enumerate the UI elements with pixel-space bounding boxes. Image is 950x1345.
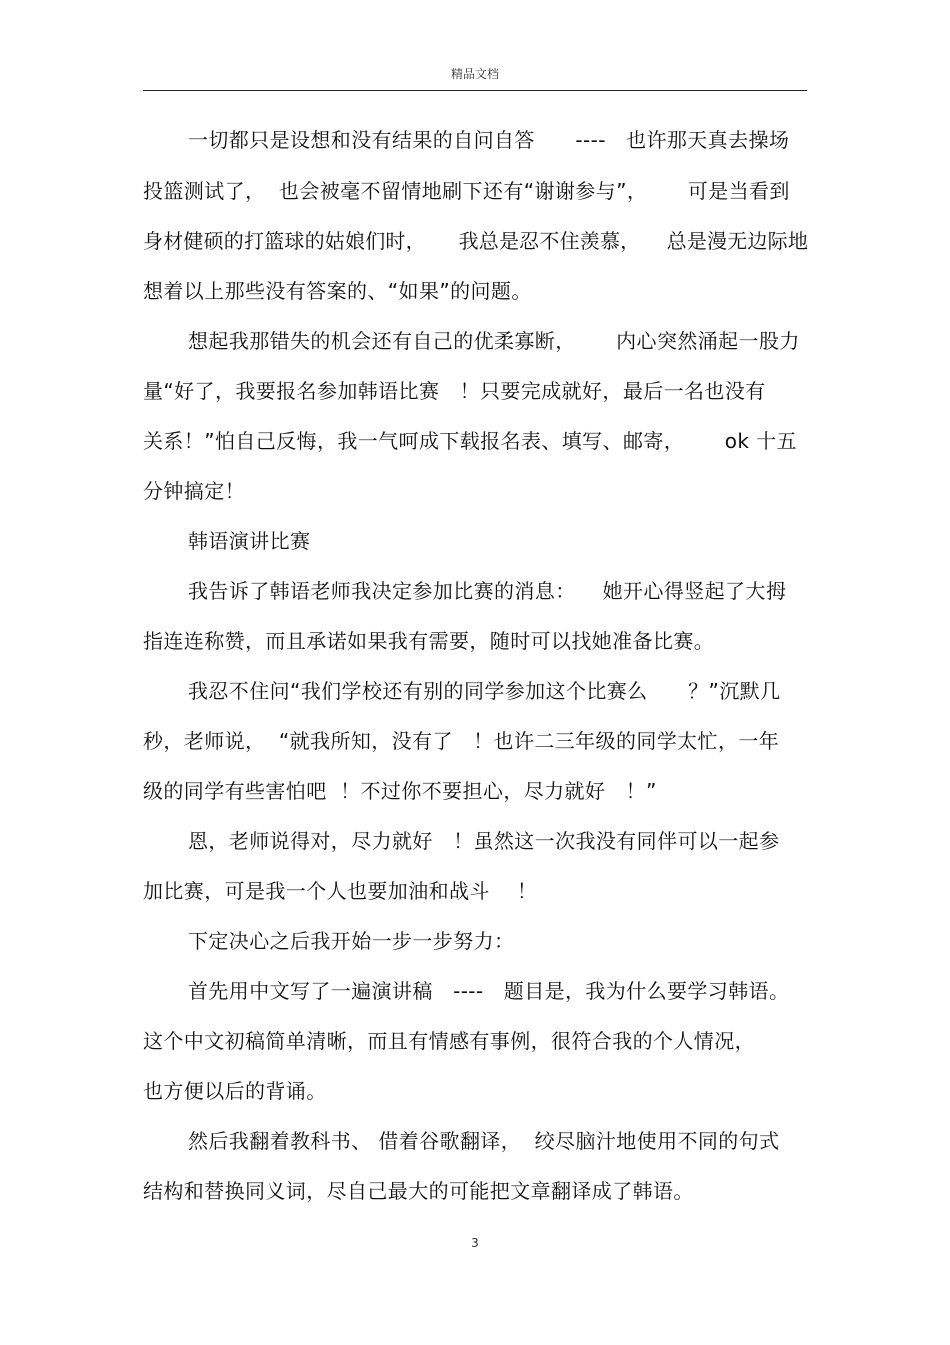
text-line: 想起我那错失的机会还有自己的优柔寡断， 内心突然涌起一股力 — [188, 329, 800, 353]
page-header: 精品文档 — [450, 67, 499, 81]
header-divider — [143, 90, 807, 91]
text-line: 我忍不住问“我们学校还有别的同学参加这个比赛么 ？”沉默几 — [188, 679, 781, 703]
text-line: 级的同学有些害怕吧 ！不过你不要担心，尽力就好 ！” — [143, 779, 657, 803]
text-line: 然后我翻着教科书、 借着谷歌翻译， 绞尽脑汁地使用不同的句式 — [188, 1129, 780, 1153]
text-line: 投篮测试了， 也会被毫不留情地刷下还有“谢谢参与”， 可是当看到 — [143, 179, 790, 203]
text-line: 关系！”怕自己反悔，我一气呵成下载报名表、填写、邮寄， ok 十五 — [143, 429, 797, 453]
text-line: 我告诉了韩语老师我决定参加比赛的消息： 她开心得竖起了大拇 — [188, 579, 787, 603]
text-line: 秒，老师说， “就我所知，没有了 ！也许二三年级的同学太忙，一年 — [143, 729, 780, 753]
text-line: 想着以上那些没有答案的、“如果”的问题。 — [143, 279, 532, 303]
text-line: 恩，老师说得对，尽力就好 ！虽然这一次我没有同伴可以一起参 — [188, 829, 780, 853]
text-line: 分钟搞定！ — [143, 479, 245, 503]
text-line: 也方便以后的背诵。 — [143, 1079, 327, 1103]
text-line: 这个中文初稿简单清晰，而且有情感有事例，很符合我的个人情况， — [143, 1029, 755, 1053]
text-line: 结构和替换同义词，尽自己最大的可能把文章翻译成了韩语。 — [143, 1179, 694, 1203]
text-line: 指连连称赞，而且承诺如果我有需要，随时可以找她准备比赛。 — [143, 629, 715, 653]
section-heading: 韩语演讲比赛 — [188, 529, 311, 553]
text-line: 一切都只是设想和没有结果的自问自答 ---- 也许那天真去操场 — [188, 128, 790, 152]
text-line: 身材健硕的打篮球的姑娘们时， 我总是忍不住羡慕， 总是漫无边际地 — [143, 229, 809, 253]
page-number: 3 — [471, 1236, 479, 1250]
text-line: 加比赛，可是我一个人也要加油和战斗 ！ — [143, 879, 538, 903]
text-line: 量“好了，我要报名参加韩语比赛 ！只要完成就好，最后一名也没有 — [143, 379, 766, 403]
text-line: 首先用中文写了一遍演讲稿 ---- 题目是，我为什么要学习韩语。 — [188, 979, 790, 1003]
text-line: 下定决心之后我开始一步一步努力： — [188, 929, 515, 953]
